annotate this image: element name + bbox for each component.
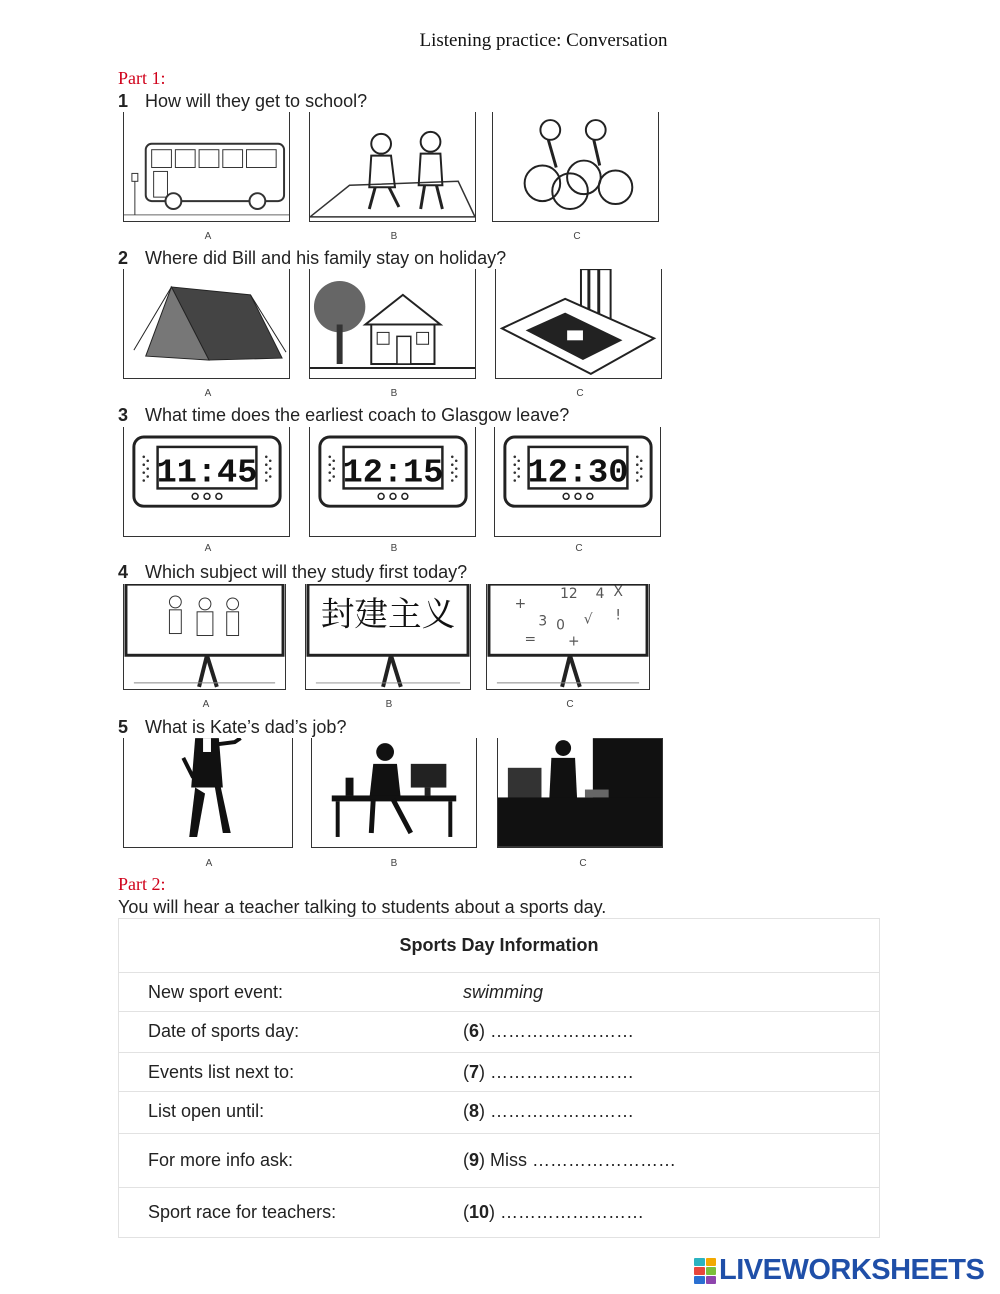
hotel-receptionist-icon: [498, 738, 662, 847]
option-3c-clock-image[interactable]: [494, 427, 661, 537]
option-3a-clock-image[interactable]: [123, 427, 290, 537]
question-number: 1: [118, 91, 129, 111]
whiteboard-costumes-icon: [124, 584, 285, 689]
row-label: For more info ask:: [148, 1150, 294, 1170]
table-row: [119, 1012, 879, 1053]
option-5a-waiter-image[interactable]: [123, 738, 293, 848]
svg-text:√: √: [583, 611, 593, 628]
digital-clock-icon: [310, 427, 475, 536]
option-label: C: [573, 231, 581, 242]
tent-icon: [124, 269, 289, 378]
option-2b-house-image[interactable]: [309, 269, 476, 379]
option-label: A: [202, 699, 210, 710]
option-1a-bus-image[interactable]: [123, 112, 290, 222]
question-number: 2: [118, 248, 129, 268]
answer-blank-9[interactable]: (9) Miss ……………………: [463, 1150, 677, 1170]
question-1: [118, 91, 367, 112]
option-label: B: [390, 388, 398, 399]
svg-text:0: 0: [556, 617, 565, 634]
house-icon: [310, 269, 475, 378]
table-heading: Sports Day Information: [119, 919, 879, 973]
svg-text:+: +: [514, 595, 527, 612]
option-label: A: [204, 231, 212, 242]
logo-mark-icon: [694, 1258, 716, 1284]
logo-text: LIVEWORKSHEETS: [719, 1254, 985, 1286]
row-label: New sport event:: [148, 982, 284, 1002]
question-text: What is Kate’s dad’s job?: [145, 717, 347, 737]
digital-clock-icon: [124, 427, 289, 536]
question-text: Which subject will they study first today?: [145, 562, 468, 582]
question-number: 5: [118, 717, 129, 737]
waiter-icon: [124, 738, 292, 847]
row-label: Date of sports day:: [148, 1021, 300, 1041]
option-label: C: [579, 858, 587, 869]
svg-text:12: 12: [560, 585, 578, 602]
answer-blank-10[interactable]: (10) ……………………: [463, 1202, 645, 1222]
option-4b-chinese-board-image[interactable]: [305, 584, 471, 690]
whiteboard-math-icon: [487, 584, 649, 689]
whiteboard-chinese-icon: [306, 584, 470, 689]
clock-time: 11:45: [156, 454, 258, 493]
table-row: [119, 1134, 879, 1188]
option-5b-office-worker-image[interactable]: [311, 738, 477, 848]
row-label: Events list next to:: [148, 1062, 295, 1082]
svg-text:X: X: [613, 584, 623, 600]
office-worker-icon: [312, 738, 476, 847]
option-2a-tent-image[interactable]: [123, 269, 290, 379]
answer-blank-7[interactable]: (7) ……………………: [463, 1062, 635, 1082]
question-4: [118, 562, 467, 583]
bus-icon: [124, 112, 289, 221]
option-3b-clock-image[interactable]: [309, 427, 476, 537]
option-label: C: [575, 543, 583, 554]
part1-label: Part 1:: [118, 68, 166, 88]
table-row: [119, 1092, 879, 1134]
walking-children-icon: [310, 112, 475, 221]
answer-blank-8[interactable]: (8) ……………………: [463, 1101, 635, 1121]
question-text: Where did Bill and his family stay on holiday?: [145, 248, 507, 268]
option-label: C: [576, 388, 584, 399]
svg-text:+: +: [568, 633, 580, 650]
table-row: [119, 1188, 879, 1237]
row-label: Sport race for teachers:: [148, 1202, 337, 1222]
page-title: Listening practice: Conversation: [419, 30, 668, 51]
option-label: A: [204, 543, 212, 554]
clock-time: 12:30: [527, 454, 629, 493]
table-row: [119, 1053, 879, 1092]
table-row: [119, 973, 879, 1012]
hotel-icon: [496, 269, 661, 378]
part2-intro: You will hear a teacher talking to students about a sports day.: [118, 897, 607, 917]
question-2: [118, 248, 506, 269]
question-text: How will they get to school?: [145, 91, 368, 111]
sports-day-table: [118, 918, 880, 1238]
answer-blank-6[interactable]: (6) ……………………: [463, 1021, 635, 1041]
svg-text:4: 4: [595, 585, 605, 602]
svg-text:3: 3: [538, 613, 548, 630]
liveworksheets-logo[interactable]: [694, 1254, 984, 1287]
option-label: C: [566, 699, 574, 710]
option-label: A: [205, 858, 213, 869]
option-1c-bicycle-image[interactable]: [492, 112, 659, 222]
option-2c-hotel-image[interactable]: [495, 269, 662, 379]
question-number: 4: [118, 562, 129, 582]
option-label: B: [390, 231, 398, 242]
option-1b-walking-image[interactable]: [309, 112, 476, 222]
option-label: B: [385, 699, 393, 710]
board-text: 封建主义: [320, 594, 456, 634]
option-label: A: [204, 388, 212, 399]
option-label: B: [390, 858, 398, 869]
option-4c-math-board-image[interactable]: [486, 584, 650, 690]
clock-time: 12:15: [342, 454, 444, 493]
svg-text:!: !: [615, 607, 621, 624]
option-4a-history-board-image[interactable]: [123, 584, 286, 690]
part2-label: Part 2:: [118, 874, 166, 894]
question-3: [118, 405, 569, 426]
svg-text:=: =: [524, 631, 537, 648]
question-5: [118, 717, 346, 738]
question-number: 3: [118, 405, 129, 425]
question-text: What time does the earliest coach to Glasgow leave?: [145, 405, 570, 425]
bicycle-icon: [493, 112, 658, 221]
row-label: List open until:: [148, 1101, 265, 1121]
option-label: B: [390, 543, 398, 554]
digital-clock-icon: [495, 427, 660, 536]
row-value: swimming: [463, 982, 544, 1002]
option-5c-receptionist-image[interactable]: [497, 738, 663, 848]
